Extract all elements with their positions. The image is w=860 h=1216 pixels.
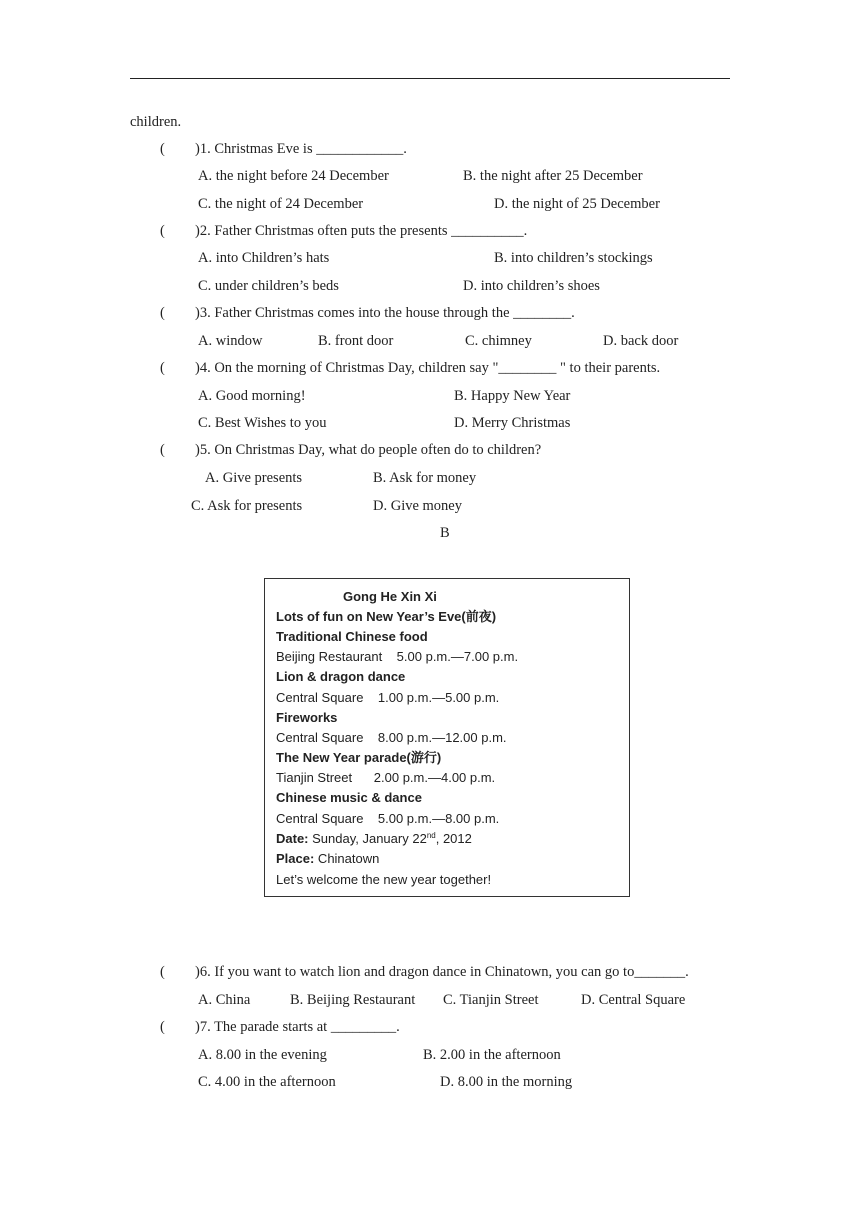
notice-closing: Let’s welcome the new year together!: [276, 872, 492, 887]
q6-stem: )6. If you want to watch lion and dragon dance in Chinatown, you can go to_______.: [195, 964, 689, 980]
place-label: Place:: [276, 851, 315, 866]
q5-option-d: D. Give money: [373, 498, 462, 514]
q1-option-a: A. the night before 24 December: [198, 168, 389, 184]
q1-option-d: D. the night of 25 December: [494, 196, 660, 212]
q5-stem: )5. On Christmas Day, what do people often do to children?: [195, 442, 542, 458]
passage-ending: children.: [130, 114, 182, 130]
q7-option-c: C. 4.00 in the afternoon: [198, 1074, 336, 1090]
date-value: Sunday, January 22: [308, 831, 427, 846]
q4-answer-paren: (: [160, 360, 165, 376]
q5-option-c: C. Ask for presents: [191, 498, 303, 514]
q2-stem: )2. Father Christmas often puts the presents __________.: [195, 223, 528, 239]
section-heading: B: [440, 525, 450, 541]
q3-option-c: C. chimney: [465, 333, 532, 349]
q5-option-b: B. Ask for money: [373, 470, 477, 486]
q2-option-a: A. into Children’s hats: [198, 250, 330, 266]
event-2-title: Lion & dragon dance: [276, 669, 406, 684]
q7-option-a: A. 8.00 in the evening: [198, 1047, 327, 1063]
q1-stem: )1. Christmas Eve is ____________.: [195, 141, 407, 157]
q2-answer-paren: (: [160, 223, 165, 239]
q5-answer-paren: (: [160, 442, 165, 458]
q6-answer-paren: (: [160, 964, 165, 980]
q2-option-d: D. into children’s shoes: [463, 278, 600, 294]
event-5-detail: Central Square 5.00 p.m.—8.00 p.m.: [276, 811, 500, 826]
event-4-title: The New Year parade(游行): [276, 750, 442, 765]
q7-option-b: B. 2.00 in the afternoon: [423, 1047, 561, 1063]
place-value: Chinatown: [314, 851, 380, 866]
date-label: Date:: [276, 831, 309, 846]
q7-stem: )7. The parade starts at _________.: [195, 1019, 400, 1035]
event-3-title: Fireworks: [276, 710, 338, 725]
q1-answer-paren: (: [160, 141, 165, 157]
q4-option-c: C. Best Wishes to you: [198, 415, 327, 431]
event-2-detail: Central Square 1.00 p.m.—5.00 p.m.: [276, 690, 500, 705]
q6-option-a: A. China: [198, 992, 251, 1008]
q4-option-b: B. Happy New Year: [454, 388, 571, 404]
q1-option-c: C. the night of 24 December: [198, 196, 364, 212]
q3-option-d: D. back door: [603, 333, 679, 349]
q6-option-b: B. Beijing Restaurant: [290, 992, 416, 1008]
q3-stem: )3. Father Christmas comes into the house through the ________.: [195, 305, 575, 321]
q3-option-a: A. window: [198, 333, 263, 349]
q7-answer-paren: (: [160, 1019, 165, 1035]
event-3-detail: Central Square 8.00 p.m.—12.00 p.m.: [276, 730, 507, 745]
q4-option-d: D. Merry Christmas: [454, 415, 571, 431]
event-1-detail: Beijing Restaurant 5.00 p.m.—7.00 p.m.: [276, 649, 519, 664]
q5-option-a: A. Give presents: [205, 470, 303, 486]
header-rule: [130, 78, 730, 79]
notice-date: [276, 830, 472, 848]
q7-option-d: D. 8.00 in the morning: [440, 1074, 573, 1090]
q2-option-c: C. under children’s beds: [198, 278, 339, 294]
q1-option-b: B. the night after 25 December: [463, 168, 643, 184]
notice-headline: Lots of fun on New Year’s Eve(前夜): [276, 609, 497, 624]
date-year: , 2012: [435, 831, 472, 846]
event-5-title: Chinese music & dance: [276, 790, 422, 805]
q6-option-c: C. Tianjin Street: [443, 992, 539, 1008]
event-1-title: Traditional Chinese food: [276, 629, 428, 644]
q4-stem: )4. On the morning of Christmas Day, children say "________ " to their parents.: [195, 360, 661, 376]
event-4-detail: Tianjin Street 2.00 p.m.—4.00 p.m.: [276, 770, 496, 785]
q4-option-a: A. Good morning!: [198, 388, 306, 404]
q3-answer-paren: (: [160, 305, 165, 321]
q6-option-d: D. Central Square: [581, 992, 686, 1008]
q3-option-b: B. front door: [318, 333, 394, 349]
q2-option-b: B. into children’s stockings: [494, 250, 653, 266]
notice-title: Gong He Xin Xi: [343, 589, 437, 604]
date-ordinal: nd: [426, 831, 436, 840]
notice-place: [276, 850, 379, 868]
